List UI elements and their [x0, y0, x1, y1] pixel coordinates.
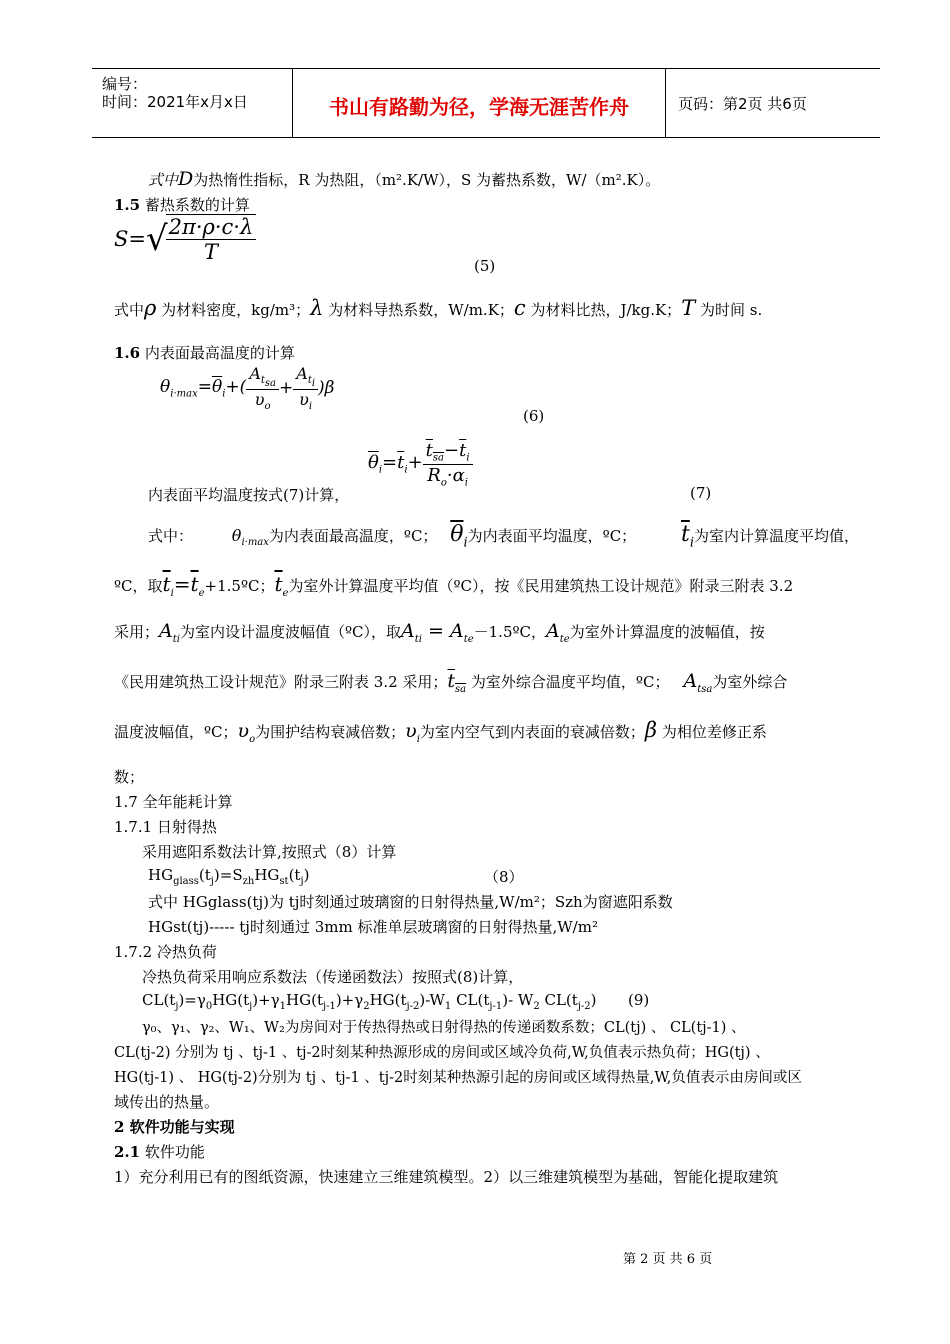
line-hg-glass-definition: 式中 HGglass(tj)为 tj时刻通过玻璃窗的日射得热量,W/m²；Szh为窗遮阳系数: [148, 893, 673, 911]
formula-7: $\overline{\theta}_i=\overline{t}_i+$ $\frac{t_{sa}-\overline{t}_i}{R_o\cdot\alpha_i}$: [368, 440, 473, 488]
header-motto-cell: [293, 69, 666, 137]
line-d-definition: 式中D为热惰性指标，R 为热阻，（m².K/W），S 为蓄热系数，W/（m².K）。: [148, 168, 661, 190]
time-label: 时间：2021年x月x日: [102, 93, 248, 111]
formula-8: $HG_{glass}(t_j)=S_{zh}HG_{st}(t_j)$: [148, 866, 310, 887]
header-page-info: 页码：第2页 共6页: [678, 95, 807, 113]
param9-line-3: HG(tj-1) 、 HG(tj-2)分别为 tj 、tj-1 、tj-2时刻某种热源引起的房间或区域得热量,W,负值表示由房间或区: [114, 1070, 802, 1086]
formula-5: S=√ $\frac{2\pi\cdot\rho\cdot c\cdot\lambda}{T}$: [114, 214, 256, 264]
eq7-label: (7): [690, 484, 712, 502]
eq6-label: (6): [523, 407, 545, 425]
line-shading-method: 采用遮阳系数法计算,按照式（8）计算: [142, 843, 397, 861]
section-1-7-heading: 1.7 全年能耗计算: [114, 793, 233, 811]
section-1-6-heading: 1.6 内表面最高温度的计算: [114, 344, 295, 362]
eq5-label: (5): [474, 257, 496, 275]
line-eq7-text: 内表面平均温度按式(7)计算，: [148, 486, 350, 504]
param-line-5: 温度波幅值，ºC；$\upsilon_o$为围护结构衰减倍数；$\upsilon_i$为室内空气到内表面的衰减倍数；β 为相位差修正系: [114, 718, 767, 745]
formula-6: $\theta_{i\cdot max}=\overline{\theta}_i+$( $\frac{A_{t_{sa}}}{\upsilon_o}$ + $\frac{A_{t_i}}{\upsilon_i}$ )β: [160, 364, 335, 413]
document-header: [92, 68, 880, 138]
section-1-7-1-heading: 1.7.1 日射得热: [114, 818, 217, 836]
param-line-3: 采用；$A_{ti}$为室内设计温度波幅值（ºC），取$A_{ti}$ = $A_{te}-1.5ºC$，$A_{te}$为室外计算温度的波幅值，按: [114, 620, 765, 645]
formula-9: $CL(t_j)=\gamma_0HG(t_j)+\gamma_1HG(t_{j-1})+\gamma_2HG(t_{j-2})-W_1$ $CL(t_{j-1})-$ $W_2$ $CL(t_{j-2})$: [142, 991, 597, 1012]
param9-line-1: γ₀、γ₁、γ₂、W₁、W₂为房间对于传热得热或日射得热的传递函数系数；CL(tj) 、 CL(tj-1) 、: [142, 1020, 746, 1036]
header-page-cell: [666, 69, 880, 137]
software-function-paragraph: 1）充分利用已有的图纸资源，快速建立三维建筑模型。2）以三维建筑模型为基础，智能化提取建筑: [114, 1168, 779, 1186]
header-info-cell: [92, 69, 293, 137]
param-line-2: ºC，取$\overline{t}_i=\overline{t}_e+1.5ºC$；$\overline{t}_e$为室外计算温度平均值（ºC），按《民用建筑热工设计规范》附录三附表 3.2: [114, 572, 794, 599]
section-1-7-2-heading: 1.7.2 冷热负荷: [114, 943, 217, 961]
section-2-1-heading: 2.1 软件功能: [114, 1143, 205, 1161]
param-line-4: 《民用建筑热工设计规范》附录三附表 3.2 采用；$t_{sa}$ 为室外综合温度平均值，ºC； $A_{tsa}$为室外综合: [114, 670, 788, 695]
eq9-label: (9): [628, 991, 650, 1009]
section-2-heading: 2 软件功能与实现: [114, 1118, 235, 1136]
param-line-1: 式中： $\theta_{i\cdot max}$为内表面最高温度，ºC； $\overline{\theta}_i$为内表面平均温度，ºC； $\overline{t}_i$为室内计算温度平均值，: [148, 522, 860, 551]
line-rho-definition: 式中ρ 为材料密度，kg/m³；λ 为材料导热系数，W/m.K；c 为材料比热，J/kg.K；T 为时间 s.: [114, 296, 763, 320]
param-line-6: 数；: [114, 768, 145, 786]
header-motto: 书山有路勤为径，学海无涯苦作舟: [329, 95, 629, 119]
footer-page-number: 第 2 页 共 6 页: [623, 1252, 713, 1267]
section-1-5-heading: 1.5 蓄热系数的计算: [114, 196, 250, 214]
line-hg-st-definition: HGst(tj)----- tj时刻通过 3mm 标准单层玻璃窗的日射得热量,W/m²: [148, 918, 598, 936]
param9-line-4: 域传出的热量。: [114, 1093, 220, 1111]
param9-line-2: CL(tj-2) 分别为 tj 、tj-1 、tj-2时刻某种热源形成的房间或区域冷负荷,W,负值表示热负荷；HG(tj) 、: [114, 1045, 770, 1061]
number-label: 编号：: [102, 75, 148, 93]
line-cooling-load-method: 冷热负荷采用响应系数法（传递函数法）按照式(8)计算，: [142, 968, 524, 986]
eq8-label: （8）: [484, 868, 524, 886]
